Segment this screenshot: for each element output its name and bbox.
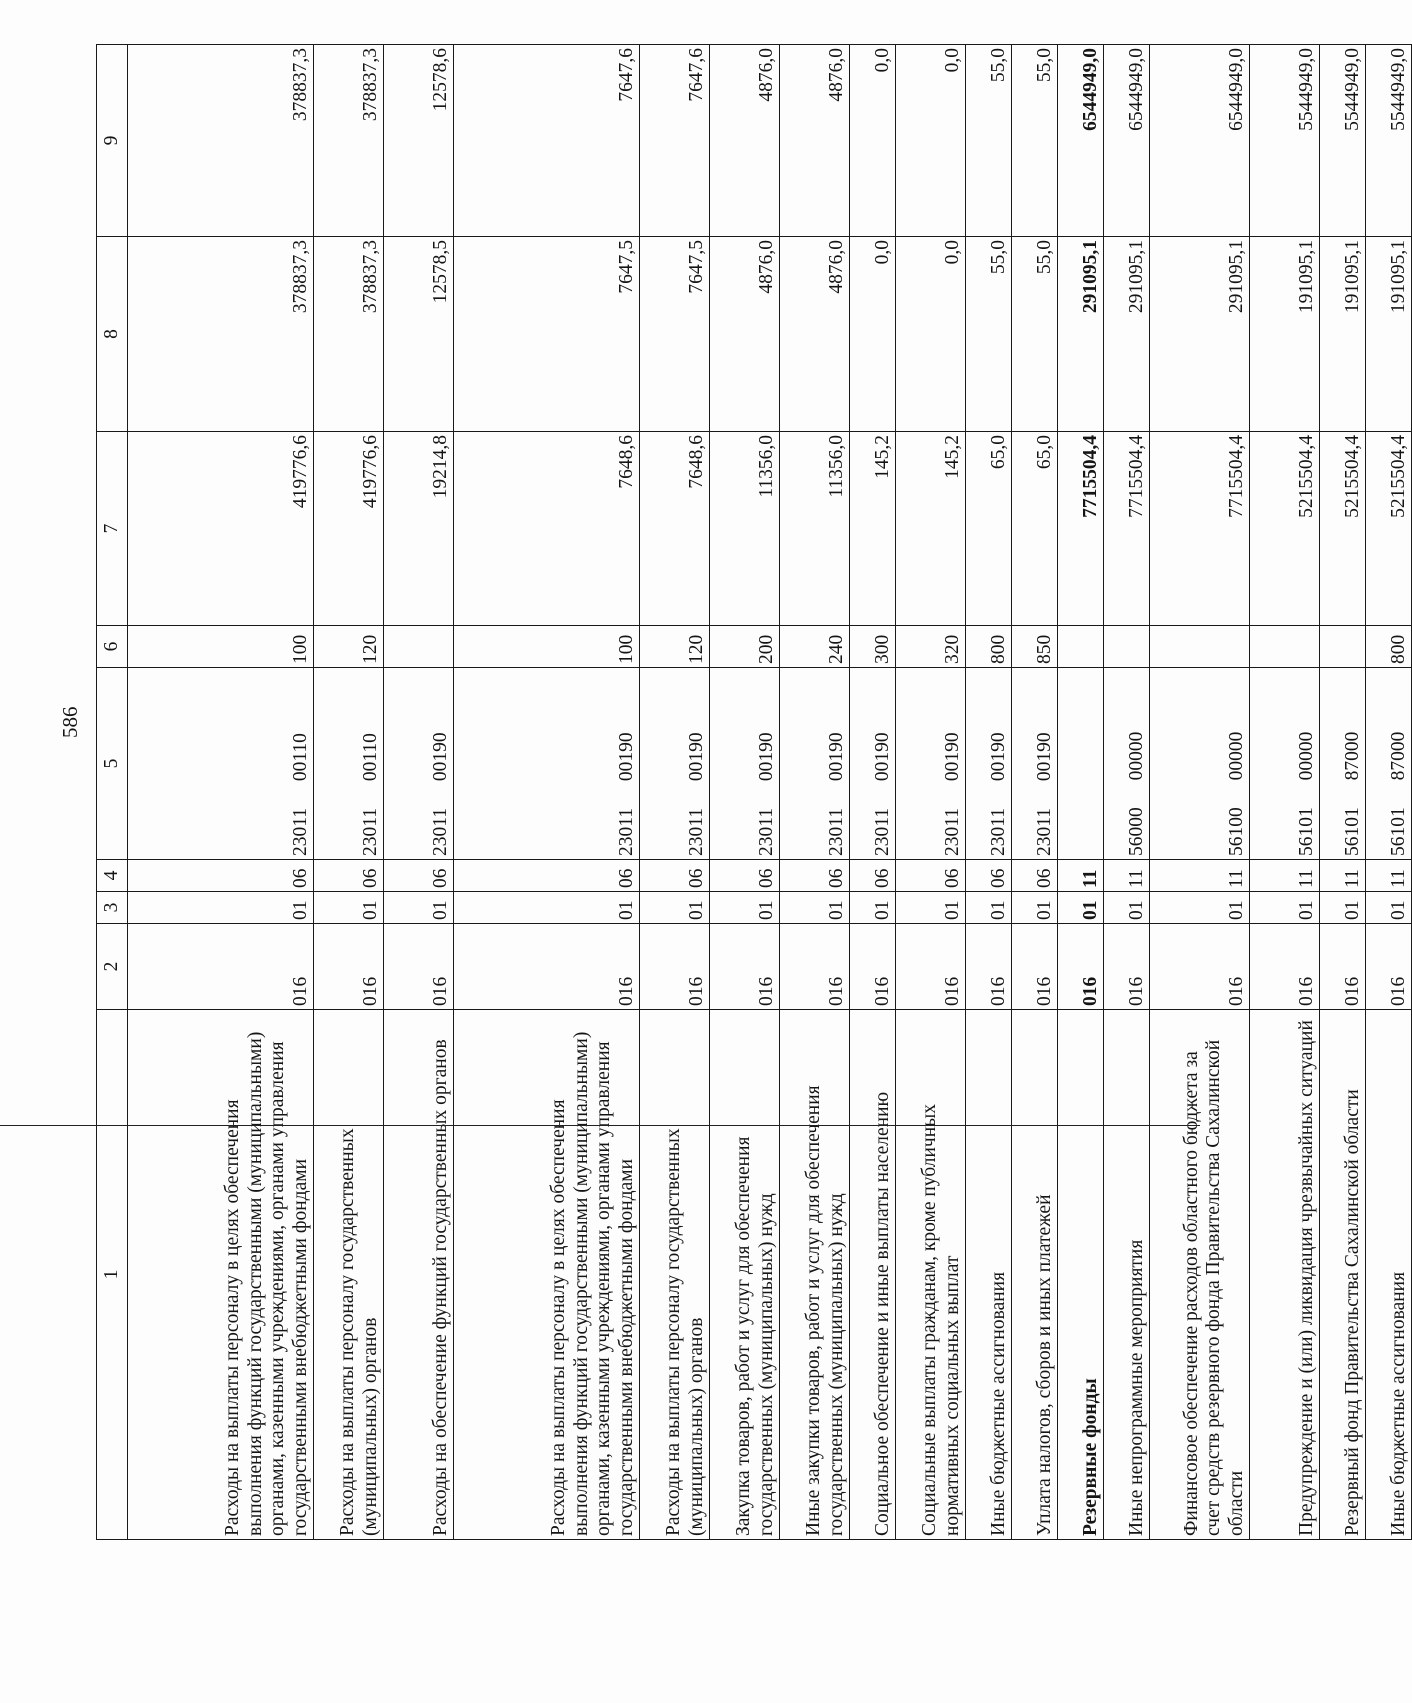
- expense-type-cell: 100: [454, 626, 640, 668]
- admin-code-cell: 016: [896, 924, 966, 1010]
- amount-year2-cell: 55,0: [966, 237, 1012, 432]
- table-row: [1058, 45, 1104, 1540]
- expense-type-cell: 200: [710, 626, 780, 668]
- subsection-code-cell: 11: [1366, 860, 1412, 892]
- subsection-code-cell: 06: [966, 860, 1012, 892]
- amount-year3-cell: 4876,0: [780, 45, 850, 237]
- expense-type-cell: 240: [780, 626, 850, 668]
- table-row: [314, 45, 384, 1540]
- table-row: [850, 45, 896, 1540]
- admin-code-cell: 016: [710, 924, 780, 1010]
- row-name-cell: Резервный фонд Правительства Сахалинской области: [1320, 1010, 1366, 1540]
- amount-year3-cell: 7647,6: [640, 45, 710, 237]
- row-name-cell: Иные бюджетные ассигнования: [1366, 1010, 1412, 1540]
- amount-year3-cell: 7647,6: [454, 45, 640, 237]
- column-header: 5: [97, 668, 128, 860]
- subsection-code-cell: 11: [1104, 860, 1150, 892]
- amount-year2-cell: 191095,1: [1366, 237, 1412, 432]
- amount-year3-cell: 6544949,0: [1104, 45, 1150, 237]
- subsection-code-cell: 06: [1012, 860, 1058, 892]
- target-article-cell: 56100 00000: [1150, 668, 1250, 860]
- column-header: 6: [97, 626, 128, 668]
- admin-code-cell: 016: [1150, 924, 1250, 1010]
- amount-year3-cell: 5544949,0: [1366, 45, 1412, 237]
- section-code-cell: 01: [1104, 892, 1150, 924]
- admin-code-cell: 016: [1320, 924, 1366, 1010]
- column-header: 4: [97, 860, 128, 892]
- amount-year1-cell: 419776,6: [128, 432, 314, 626]
- amount-year2-cell: 12578,5: [384, 237, 454, 432]
- amount-year1-cell: 145,2: [896, 432, 966, 626]
- expense-type-cell: [1104, 626, 1150, 668]
- rotated-page: [96, 40, 1409, 1540]
- row-name-cell: Социальное обеспечение и иные выплаты населению: [850, 1010, 896, 1540]
- admin-code-cell: 016: [1012, 924, 1058, 1010]
- table-row: [384, 45, 454, 1540]
- amount-year2-cell: 378837,3: [314, 237, 384, 432]
- amount-year1-cell: 5215504,4: [1366, 432, 1412, 626]
- row-name-cell: Расходы на выплаты персоналу в целях обеспечения выполнения функций государственными (муниципальными) органами, казенными учреждениями, органами управления государственными внебюджетными фондами: [454, 1010, 640, 1540]
- admin-code-cell: 016: [850, 924, 896, 1010]
- amount-year1-cell: 145,2: [850, 432, 896, 626]
- section-code-cell: 01: [128, 892, 314, 924]
- section-code-cell: 01: [314, 892, 384, 924]
- amount-year3-cell: 378837,3: [128, 45, 314, 237]
- amount-year2-cell: 0,0: [850, 237, 896, 432]
- expense-type-cell: [1250, 626, 1320, 668]
- target-article-cell: 23011 00190: [850, 668, 896, 860]
- expense-type-cell: 800: [1366, 626, 1412, 668]
- section-code-cell: 01: [966, 892, 1012, 924]
- admin-code-cell: 016: [128, 924, 314, 1010]
- amount-year1-cell: 7648,6: [640, 432, 710, 626]
- row-name-cell: Уплата налогов, сборов и иных платежей: [1012, 1010, 1058, 1540]
- table-row: [780, 45, 850, 1540]
- row-name-cell: Расходы на выплаты персоналу государственных (муниципальных) органов: [640, 1010, 710, 1540]
- amount-year1-cell: 7715504,4: [1058, 432, 1104, 626]
- table-row: [966, 45, 1012, 1540]
- subsection-code-cell: 11: [1250, 860, 1320, 892]
- target-article-cell: 23011 00190: [780, 668, 850, 860]
- subsection-code-cell: 06: [314, 860, 384, 892]
- expense-type-cell: 850: [1012, 626, 1058, 668]
- row-name-cell: Иные бюджетные ассигнования: [966, 1010, 1012, 1540]
- amount-year2-cell: 291095,1: [1150, 237, 1250, 432]
- row-name-cell: Расходы на выплаты персоналу в целях обеспечения выполнения функций государственными (муниципальными) органами, казенными учреждениями, органами управления государственными внебюджетными фондами: [128, 1010, 314, 1540]
- expense-type-cell: [1150, 626, 1250, 668]
- amount-year2-cell: 191095,1: [1250, 237, 1320, 432]
- amount-year1-cell: 7715504,4: [1150, 432, 1250, 626]
- row-name-cell: Социальные выплаты гражданам, кроме публичных нормативных социальных выплат: [896, 1010, 966, 1540]
- section-code-cell: 01: [384, 892, 454, 924]
- column-header: 7: [97, 432, 128, 626]
- admin-code-cell: 016: [966, 924, 1012, 1010]
- section-code-cell: 01: [710, 892, 780, 924]
- expense-type-cell: 120: [640, 626, 710, 668]
- amount-year3-cell: 4876,0: [710, 45, 780, 237]
- amount-year2-cell: 4876,0: [710, 237, 780, 432]
- admin-code-cell: 016: [1104, 924, 1150, 1010]
- subsection-code-cell: 06: [384, 860, 454, 892]
- section-code-cell: 01: [780, 892, 850, 924]
- subsection-code-cell: 11: [1058, 860, 1104, 892]
- amount-year2-cell: 378837,3: [128, 237, 314, 432]
- page-number: 586: [58, 706, 82, 738]
- row-name-cell: Иные закупки товаров, работ и услуг для обеспечения государственных (муниципальных) нужд: [780, 1010, 850, 1540]
- section-code-cell: 01: [1320, 892, 1366, 924]
- target-article-cell: 56101 00000: [1250, 668, 1320, 860]
- amount-year2-cell: 7647,5: [454, 237, 640, 432]
- amount-year3-cell: 12578,6: [384, 45, 454, 237]
- amount-year2-cell: 191095,1: [1320, 237, 1366, 432]
- amount-year1-cell: 65,0: [1012, 432, 1058, 626]
- amount-year1-cell: 11356,0: [710, 432, 780, 626]
- amount-year3-cell: 5544949,0: [1320, 45, 1366, 237]
- target-article-cell: 23011 00190: [896, 668, 966, 860]
- amount-year1-cell: 19214,8: [384, 432, 454, 626]
- table-row: [1250, 45, 1320, 1540]
- target-article-cell: 23011 00190: [384, 668, 454, 860]
- expense-type-cell: 300: [850, 626, 896, 668]
- admin-code-cell: 016: [1058, 924, 1104, 1010]
- amount-year3-cell: 378837,3: [314, 45, 384, 237]
- section-code-cell: 01: [1012, 892, 1058, 924]
- section-code-cell: 01: [454, 892, 640, 924]
- subsection-code-cell: 11: [1150, 860, 1250, 892]
- section-code-cell: 01: [1150, 892, 1250, 924]
- amount-year3-cell: 55,0: [1012, 45, 1058, 237]
- admin-code-cell: 016: [454, 924, 640, 1010]
- amount-year2-cell: 55,0: [1012, 237, 1058, 432]
- amount-year3-cell: 55,0: [966, 45, 1012, 237]
- row-name-cell: Предупреждение и (или) ликвидация чрезвычайных ситуаций: [1250, 1010, 1320, 1540]
- subsection-code-cell: 11: [1320, 860, 1366, 892]
- subsection-code-cell: 06: [780, 860, 850, 892]
- admin-code-cell: 016: [314, 924, 384, 1010]
- admin-code-cell: 016: [780, 924, 850, 1010]
- section-code-cell: 01: [1250, 892, 1320, 924]
- subsection-code-cell: 06: [640, 860, 710, 892]
- amount-year2-cell: 0,0: [896, 237, 966, 432]
- target-article-cell: 23011 00190: [1012, 668, 1058, 860]
- section-code-cell: 01: [1058, 892, 1104, 924]
- row-name-cell: Расходы на обеспечение функций государственных органов: [384, 1010, 454, 1540]
- amount-year2-cell: 4876,0: [780, 237, 850, 432]
- target-article-cell: 23011 00190: [966, 668, 1012, 860]
- table-row: [1012, 45, 1058, 1540]
- row-name-cell: Финансовое обеспечение расходов областного бюджета за счет средств резервного фонда Правительства Сахалинской области: [1150, 1010, 1250, 1540]
- expense-type-cell: 120: [314, 626, 384, 668]
- amount-year1-cell: 5215504,4: [1250, 432, 1320, 626]
- expense-type-cell: 320: [896, 626, 966, 668]
- table-row: [454, 45, 640, 1540]
- target-article-cell: 23011 00110: [314, 668, 384, 860]
- expense-type-cell: 100: [128, 626, 314, 668]
- target-article-cell: 23011 00190: [710, 668, 780, 860]
- amount-year1-cell: 7715504,4: [1104, 432, 1150, 626]
- column-header: 1: [97, 1010, 128, 1540]
- amount-year3-cell: 0,0: [896, 45, 966, 237]
- row-name-cell: Закупка товаров, работ и услуг для обеспечения государственных (муниципальных) нужд: [710, 1010, 780, 1540]
- table-row: [1366, 45, 1412, 1540]
- table-row: [896, 45, 966, 1540]
- admin-code-cell: 016: [384, 924, 454, 1010]
- column-header: 3: [97, 892, 128, 924]
- amount-year1-cell: 419776,6: [314, 432, 384, 626]
- target-article-cell: 56101 87000: [1320, 668, 1366, 860]
- amount-year3-cell: 0,0: [850, 45, 896, 237]
- column-header: 9: [97, 45, 128, 237]
- amount-year2-cell: 7647,5: [640, 237, 710, 432]
- section-code-cell: 01: [1366, 892, 1412, 924]
- section-code-cell: 01: [640, 892, 710, 924]
- subsection-code-cell: 06: [896, 860, 966, 892]
- page-number-wrap: [96, 50, 126, 110]
- table-header-row: [97, 45, 128, 1540]
- table-row: [1320, 45, 1366, 1540]
- amount-year2-cell: 291095,1: [1058, 237, 1104, 432]
- target-article-cell: [1058, 668, 1104, 860]
- column-header: 2: [97, 924, 128, 1010]
- expense-type-cell: [384, 626, 454, 668]
- amount-year2-cell: 291095,1: [1104, 237, 1150, 432]
- section-code-cell: 01: [850, 892, 896, 924]
- target-article-cell: 56101 87000: [1366, 668, 1412, 860]
- table-row: [1150, 45, 1250, 1540]
- subsection-code-cell: 06: [454, 860, 640, 892]
- row-name-cell: Резервные фонды: [1058, 1010, 1104, 1540]
- table-row: [128, 45, 314, 1540]
- admin-code-cell: 016: [1366, 924, 1412, 1010]
- subsection-code-cell: 06: [850, 860, 896, 892]
- amount-year1-cell: 7648,6: [454, 432, 640, 626]
- row-name-cell: Расходы на выплаты персоналу государственных (муниципальных) органов: [314, 1010, 384, 1540]
- expense-type-cell: [1058, 626, 1104, 668]
- expense-type-cell: 800: [966, 626, 1012, 668]
- target-article-cell: 23011 00190: [640, 668, 710, 860]
- table-row: [1104, 45, 1150, 1540]
- amount-year1-cell: 5215504,4: [1320, 432, 1366, 626]
- admin-code-cell: 016: [640, 924, 710, 1010]
- horizontal-rule: [0, 1125, 1200, 1126]
- table-row: [640, 45, 710, 1540]
- target-article-cell: 56000 00000: [1104, 668, 1150, 860]
- amount-year1-cell: 65,0: [966, 432, 1012, 626]
- admin-code-cell: 016: [1250, 924, 1320, 1010]
- row-name-cell: Иные непрограммные мероприятия: [1104, 1010, 1150, 1540]
- amount-year3-cell: 6544949,0: [1058, 45, 1104, 237]
- amount-year1-cell: 11356,0: [780, 432, 850, 626]
- subsection-code-cell: 06: [710, 860, 780, 892]
- table-row: [710, 45, 780, 1540]
- section-code-cell: 01: [896, 892, 966, 924]
- target-article-cell: 23011 00110: [128, 668, 314, 860]
- amount-year3-cell: 6544949,0: [1150, 45, 1250, 237]
- target-article-cell: 23011 00190: [454, 668, 640, 860]
- column-header: 8: [97, 237, 128, 432]
- expense-type-cell: [1320, 626, 1366, 668]
- budget-table: [96, 44, 1412, 1540]
- amount-year3-cell: 5544949,0: [1250, 45, 1320, 237]
- subsection-code-cell: 06: [128, 860, 314, 892]
